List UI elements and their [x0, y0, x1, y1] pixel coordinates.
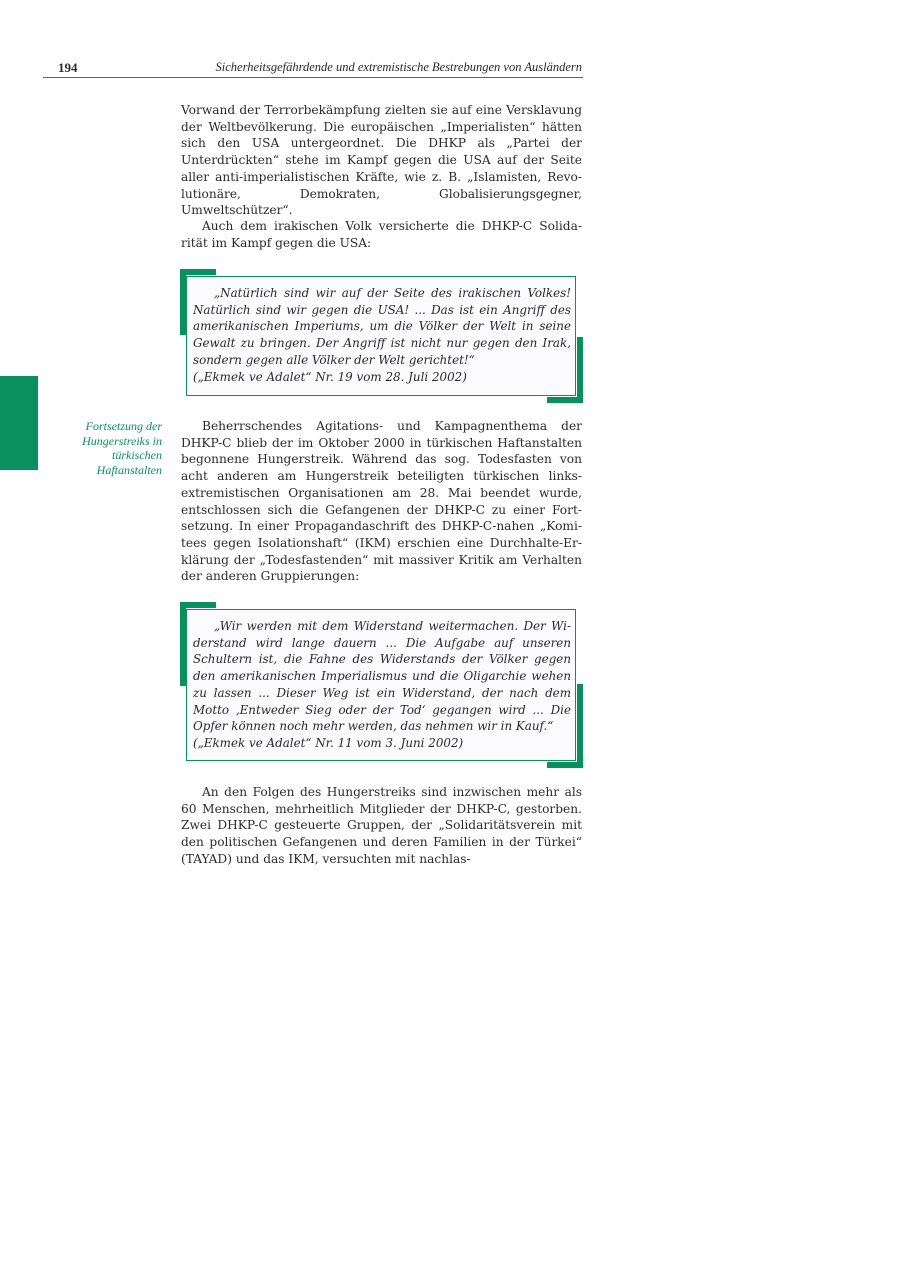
paragraph-1: Vorwand der Terrorbekämpfung zielten sie auf eine Versklavung der Weltbevölkerung. Die europäischen „Imperialisten“ hätten sich den USA untergeordnet. Die DHKP als „Partei der Unterdrückten“ stehe im Kampf gegen die USA auf der Seite aller anti-imperialistischen Kräfte, wie z. B. „Islamisten, Revolutionäre, Demokraten, Globalisierungsgegner, Umweltschützer“. [181, 103, 582, 218]
quote-box-1 [180, 269, 583, 403]
paragraph-3: Beherrschendes Agitations- und Kampagnenthema der DHKP-C blieb der im Oktober 2000 in türkischen Haftanstalten begonnene Hungerstreik. Während das sog. Todesfasten von acht anderen am Hungerstreik beteiligten türkischen linksextremistischen Organisationen am 28. Mai beendet wurde, entschlossen sich die Gefangenen der DHKP-C zu einer Fortsetzung. In einer Propagandaschrift des DHKP-C-nahen „Komitees gegen Isolationshaft“ (IKM) erschien eine Durchhalte-Erklärung der „Todesfastenden“ mit massiver Kritik am Verhalten der anderen Gruppierungen: [181, 419, 582, 584]
paragraph-4: An den Folgen des Hungerstreiks sind inzwischen mehr als 60 Menschen, mehrheitlich Mitglieder der DHKP-C, gestorben. Zwei DHKP-C gesteuerte Gruppen, der „Solidaritätsverein mit den politischen Gefangenen und deren Familien in der Türkei“ (TAYAD) und das IKM, versuchten mit nachlas- [181, 785, 582, 866]
paragraph-2: Auch dem irakischen Volk versicherte die DHKP-C Solidarität im Kampf gegen die USA: [181, 219, 582, 250]
running-header: Sicherheitsgefährdende und extremistische Bestrebungen von Ausländern [215, 60, 582, 74]
quote-source-1: („Ekmek ve Adalet“ Nr. 19 vom 28. Juli 2002) [193, 370, 467, 384]
quote-source-2: („Ekmek ve Adalet“ Nr. 11 vom 3. Juni 2002) [193, 736, 464, 750]
quote-box-2 [180, 602, 583, 768]
page-number: 194 [58, 60, 78, 75]
quote-text-2: „Wir werden mit dem Widerstand weitermachen. Der Widerstand wird lange dauern ... Die Aufgabe auf unseren Schultern ist, die Fahne des Widerstands der Völker gegen den amerikanischen Imperialismus und die Oligarchie wehen zu lassen ... Dieser Weg ist ein Widerstand, der nach dem Motto ‚Entweder Sieg oder der Tod‘ gegangen wird ... Die Opfer können noch mehr werden, das nehmen wir in Kauf.“ [193, 619, 571, 734]
header-rule [43, 77, 583, 78]
section-tab-marker [0, 376, 38, 470]
quote-text-1: „Natürlich sind wir auf der Seite des irakischen Volkes! Natürlich sind wir gegen die USA! ... Das ist ein Angriff des amerikanischen Imperiums, um die Völker der Welt in seine Gewalt zu bringen. Der Angriff ist nicht nur gegen den Irak, sondern gegen alle Völker der Welt gerichtet!“ [193, 286, 571, 367]
quote-corner-right-bar [577, 684, 583, 768]
marginal-note: Fortsetzung der Hungerstreiks in türkischen Haftanstalten [82, 419, 162, 477]
quote-corner-right-bar [577, 337, 583, 403]
